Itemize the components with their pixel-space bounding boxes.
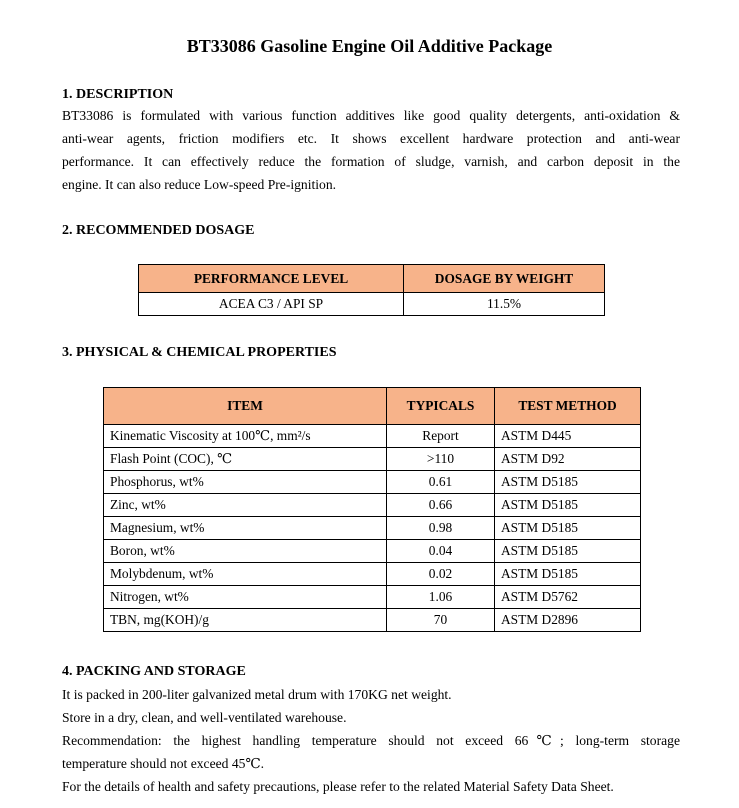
packing-heading: 4. PACKING AND STORAGE — [62, 664, 246, 679]
packing-line: Recommendation: the highest handling temperature should not exceed 66℃; long-term storage — [62, 733, 680, 748]
table-cell: 0.02 — [387, 563, 495, 586]
table-cell: 0.61 — [387, 471, 495, 494]
table-cell: ASTM D445 — [495, 425, 641, 448]
table-cell: 70 — [387, 609, 495, 632]
table-row — [104, 471, 641, 494]
column-header: DOSAGE BY WEIGHT — [404, 265, 605, 293]
table-cell: ASTM D5185 — [495, 517, 641, 540]
table-header-row — [139, 265, 605, 293]
table-row — [104, 540, 641, 563]
table-cell: ASTM D5185 — [495, 563, 641, 586]
packing-paragraph — [62, 683, 680, 798]
table-cell: ACEA C3 / API SP — [139, 293, 404, 316]
table-cell: >110 — [387, 448, 495, 471]
table-cell: Molybdenum, wt% — [104, 563, 387, 586]
column-header: PERFORMANCE LEVEL — [139, 265, 404, 293]
table-cell: ASTM D5762 — [495, 586, 641, 609]
table-row — [104, 609, 641, 632]
description-line: BT33086 is formulated with various function additives like good quality detergents, anti-oxidation & — [62, 108, 680, 123]
packing-line: It is packed in 200-liter galvanized metal drum with 170KG net weight. — [62, 687, 452, 702]
table-cell: Kinematic Viscosity at 100℃, mm²/s — [104, 425, 387, 448]
description-paragraph — [62, 104, 680, 196]
table-row — [104, 563, 641, 586]
packing-line: temperature should not exceed 45℃. — [62, 756, 265, 771]
table-row — [139, 293, 605, 316]
table-cell: 0.98 — [387, 517, 495, 540]
table-cell: ASTM D5185 — [495, 494, 641, 517]
table-cell: ASTM D5185 — [495, 540, 641, 563]
table-cell: 11.5% — [404, 293, 605, 316]
column-header: TEST METHOD — [495, 388, 641, 425]
packing-line: For the details of health and safety precautions, please refer to the related Material Safety Data Sheet. — [62, 779, 614, 794]
properties-table — [103, 387, 641, 632]
description-line: engine. It can also reduce Low-speed Pre-ignition. — [62, 177, 337, 192]
table-row — [104, 425, 641, 448]
table-row — [104, 586, 641, 609]
table-cell: Report — [387, 425, 495, 448]
table-cell: 1.06 — [387, 586, 495, 609]
table-cell: ASTM D92 — [495, 448, 641, 471]
table-cell: Nitrogen, wt% — [104, 586, 387, 609]
dosage-table — [138, 264, 605, 316]
table-cell: Boron, wt% — [104, 540, 387, 563]
properties-heading: 3. PHYSICAL & CHEMICAL PROPERTIES — [62, 345, 337, 360]
table-row — [104, 517, 641, 540]
table-cell: Zinc, wt% — [104, 494, 387, 517]
column-header: TYPICALS — [387, 388, 495, 425]
table-cell: TBN, mg(KOH)/g — [104, 609, 387, 632]
table-cell: 0.66 — [387, 494, 495, 517]
document-title: BT33086 Gasoline Engine Oil Additive Package — [186, 36, 553, 56]
table-cell: Flash Point (COC), ℃ — [104, 448, 387, 471]
table-cell: 0.04 — [387, 540, 495, 563]
table-cell: Magnesium, wt% — [104, 517, 387, 540]
table-row — [104, 494, 641, 517]
description-line: anti-wear agents, friction modifiers etc. It shows excellent hardware protection and anti-wear — [62, 131, 680, 146]
table-row — [104, 448, 641, 471]
dosage-heading: 2. RECOMMENDED DOSAGE — [62, 223, 255, 238]
description-line: performance. It can effectively reduce the formation of sludge, varnish, and carbon deposit in the — [62, 154, 680, 169]
packing-line: Store in a dry, clean, and well-ventilated warehouse. — [62, 710, 347, 725]
table-cell: ASTM D5185 — [495, 471, 641, 494]
column-header: ITEM — [104, 388, 387, 425]
table-cell: ASTM D2896 — [495, 609, 641, 632]
description-heading: 1. DESCRIPTION — [62, 87, 174, 102]
table-cell: Phosphorus, wt% — [104, 471, 387, 494]
table-header-row — [104, 388, 641, 425]
